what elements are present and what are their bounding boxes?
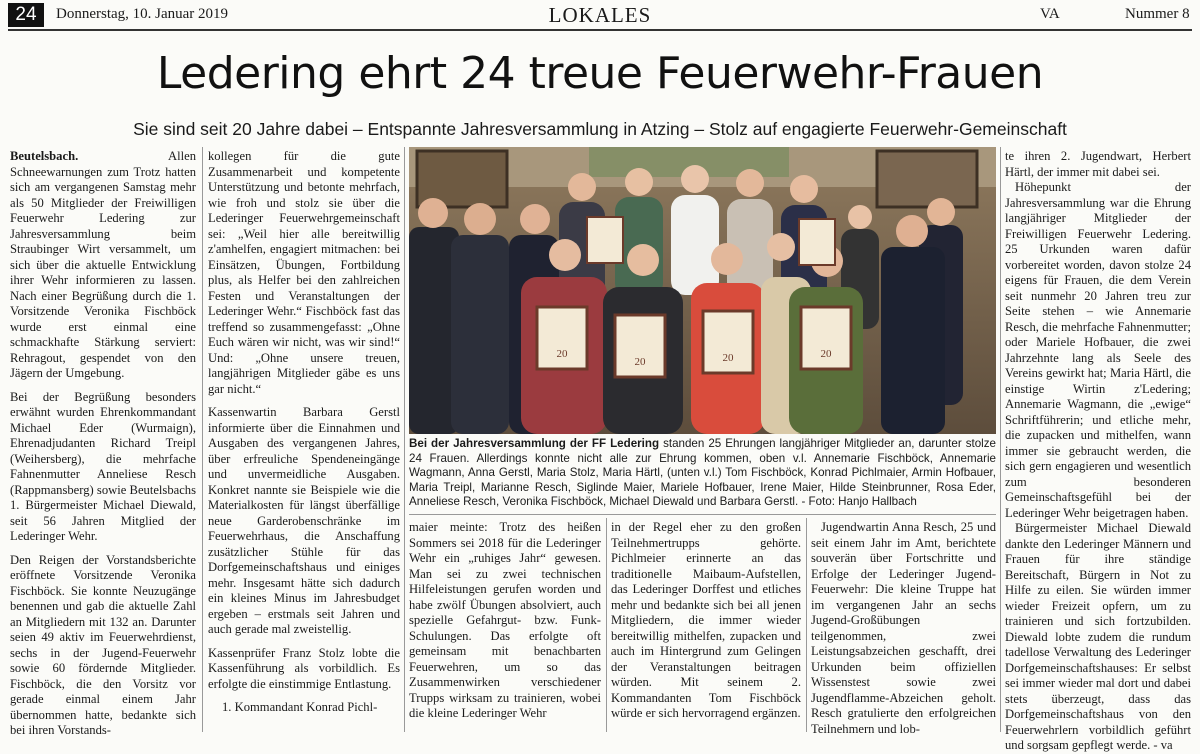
article-column-2 bbox=[208, 149, 400, 716]
paragraph: Kassenwartin Barbara Gerstl informierte über die Einnahmen und Ausgaben des vergangenen Jahres, über erfreuliche Spendeneingänge und unvermeidliche Ausgaben. Konkret nannte sie Beispiele wie die Materialkosten für längst überfällige neue Garderobenschränke im Feuerwehrhaus, die Anschaffung zusätzlicher Stühle für das Dorfgemeinschaftshaus und einiges mehr. Insgesamt hätte sich dadurch ein kleines Minus im Jahresbudget ergeben – erstmals seit Jahren und auch gerade mal zweistellig. bbox=[208, 405, 400, 636]
paragraph: Kassenprüfer Franz Stolz lobte die Kassenführung als vorbildlich. Es erfolgte die einstimmige Entlastung. bbox=[208, 645, 400, 691]
article-column-6 bbox=[1005, 149, 1191, 754]
column-divider bbox=[606, 518, 607, 732]
paragraph: in der Regel eher zu den großen Teilnehmertrupps gehörte. Pichlmeier erinnerte an das traditionelle Maibaum-Aufstellen, das Lederinger Dorffest und etliches mehr und bedankte sich bei all jenen Mitgliedern, die immer wieder bereitwillig mithelfen, zupacken und auch im Hintergrund zum Gelingen der Veranstaltungen beitragen würden. Mit seinem 2. Kommandanten Tom Fischböck würde er sich hervorragend ergänzen. bbox=[611, 520, 801, 720]
issue-number: Nummer 8 bbox=[1125, 6, 1190, 22]
group-photo bbox=[409, 147, 996, 434]
article-column-5 bbox=[811, 520, 996, 737]
issue-date: Donnerstag, 10. Januar 2019 bbox=[56, 6, 229, 22]
paragraph: maier meinte: Trotz des heißen Sommers sei 2018 für die Lederinger Wehr ein „ruhiges Jahr“ gewesen. Man sei zu zwei technischen Hilfeleistungen gerufen worden und habe zwölf Übungen absolviert, auch spezielle Gefahrgut- bzw. Funk-Schulungen. Das erfolgte oft gemeinsam mit benachbarten Feuerwehren, um so das Zusammenwirken verschiedener Trupps wirksam zu trainieren, wobei die kleine Lederinger Wehr bbox=[409, 520, 601, 720]
certificate-number: 20 bbox=[722, 352, 734, 364]
paragraph: 1. Kommandant Konrad Pichl- bbox=[222, 700, 378, 714]
column-divider bbox=[404, 147, 405, 732]
paragraph: Jugendwartin Anna Resch, 25 und seit einem Jahr im Amt, berichtete souverän über Fortschritte und Erfolge der Lederinger Jugend-Feuerwehr: Die kleine Truppe hat im vergangenen Jahr an sechs Jugend-Großübungen teilgenommen, zwei Leistungsabzeichen geschafft, drei Urkunden beim offiziellen Wissenstest sowie zwei Jugendflamme-Abzeichen geholt. Resch gratulierte den erfolgreichen Teilnehmern und lob- bbox=[811, 520, 996, 736]
article-column-3 bbox=[409, 520, 601, 722]
section-title: LOKALES bbox=[548, 3, 652, 27]
caption-lead: Bei der Jahresversammlung der FF Ledering bbox=[409, 437, 660, 450]
subheadline: Sie sind seit 20 Jahre dabei – Entspannte Jahresversammlung in Atzing – Stolz auf engagierte Feuerwehr-Gemeinschaft bbox=[133, 119, 1067, 139]
paragraph: te ihren 2. Jugendwart, Herbert Härtl, der immer mit dabei sei. bbox=[1005, 149, 1191, 179]
header-rule bbox=[8, 29, 1192, 31]
caption-text: standen 25 Ehrungen langjähriger Mitglieder an, darunter stolze 24 Frauen. Allerdings konnte nicht alle zur Ehrung kommen, oben v.l. Annemarie Fischböck, Annemarie Wagmann, Anna Gerstl, Maria Stolz, Maria Härtl, (unten v.l.) Tom Fischböck, Konrad Pichlmaier, Armin Hofbauer, Maria Treipl, Marianne Resch, Siglinde Maier, Mariele Hofbauer, Irene Maier, Hilde Steinbrunner, Rosa Eder, Anneliese Resch, Veronika Fischböck, Michael Diewald und Barbara Gerstl. bbox=[409, 437, 996, 509]
paragraph: Den Reigen der Vorstandsberichte eröffnete Vorsitzende Veronika Fischböck. Sie konnte Neuzugänge benennen und gab die aktuelle Zahl an Mitgliedern mit 132 an. Darunter seien 49 aktiv im Feuerwehrdienst, sechs in der Jugend-Feuerwehr sowie 60 fördernde Mitglieder. Fischböck, die den Vorsitz vor gerade einmal einem Jahr übernommen hatte, bedankte sich bei ihren Vorstands- bbox=[10, 552, 196, 737]
page-number: 24 bbox=[8, 3, 44, 27]
column-divider bbox=[1000, 147, 1001, 732]
photo-caption bbox=[409, 437, 996, 510]
paragraph-text: Allen Schneewarnungen zum Trotz hatten sich am vergangenen Samstag mehr als 50 Mitglieder der Freiwilligen Feuerwehr Ledering zur Jahresversammlung beim Straubinger Wirt versammelt, um sich über die aktuelle Entwicklung ihrer Wehr informieren zu lassen. Nach einer Begrüßung durch die 1. Vorsitzende Veronika Fischböck wurde erst einmal eine schmackhafte Stärkung serviert: Rehragout, gespendet von den Jägern der Umgebung. bbox=[10, 149, 196, 380]
article-column-1 bbox=[10, 149, 196, 739]
column-divider bbox=[806, 518, 807, 732]
paragraph: Höhepunkt der Jahresversammlung war die Ehrung langjähriger Mitglieder der Freiwilligen Feuerwehr Ledering. 25 Urkunden waren dafür vorbereitet worden, davon stolze 24 eigens für Frauen, die dem Verein seit nunmehr 20 Jahren treu zur Seite stehen – wie Annemarie Resch, die mehrfache Fahnenmutter; oder Mariele Hofbauer, die zwei Jahrzehnte lang als Seele des Vereins gewirkt hat; Maria Härtl, die einstige Wirtin z'Ledering; Annemarie Wagmann, die „ewige“ Schriftführerin; und etliche mehr, die zupacken und mithelfen, wann immer sie gebraucht werden, die sich gern engagieren und wesentlich zum besonderen Gemeinschaftsgefühl bei der Lederinger Wehr beigetragen haben. bbox=[1005, 180, 1191, 520]
dateline: Beutelsbach. bbox=[10, 149, 79, 163]
photo-credit: - Foto: Hanjo Hallbach bbox=[798, 495, 917, 509]
certificate-number: 20 bbox=[556, 348, 568, 360]
caption-rule bbox=[409, 514, 996, 515]
headline: Ledering ehrt 24 treue Feuerwehr-Frauen bbox=[156, 48, 1044, 99]
certificate-number: 20 bbox=[634, 356, 646, 368]
certificate-number: 20 bbox=[820, 348, 832, 360]
page-header bbox=[0, 0, 1200, 28]
column-divider bbox=[202, 147, 203, 732]
paragraph: Bürgermeister Michael Diewald dankte den Lederinger Männern und Frauen für ihre ständige Bereitschaft, Bürgern in Not zu Hilfe zu eilen. Sie würden immer wieder Freizeit opfern, um zu trainieren und sich fortzubilden. Diewald lobte zudem die rundum tadellose Verwaltung des Lederinger Dorfgemeinschaftshauses: Er selbst sei immer wieder mal dort und dabei stets überzeugt, dass das Dorfgemeinschaftshaus von den Feuerwehrlern vorbildlich geführt und sorgsam gepflegt werde. - va bbox=[1005, 521, 1191, 752]
group-photo-illustration bbox=[409, 147, 996, 434]
edition-code: VA bbox=[1040, 6, 1060, 22]
paragraph: Bei der Begrüßung besonders erwähnt wurden Ehrenkommandant Michael Eder (Wurmaign), Ehrenadjudanten Richard Treipl (Weihersberg), die mehrfache Fahnenmutter Anneliese Resch (Rappmansberg) sowie Beutelsbachs 1. Bürgermeister Michael Diewald, seit 56 Jahren Mitglied der Lederinger Wehr. bbox=[10, 389, 196, 543]
paragraph: kollegen für die gute Zusammenarbeit und kompetente Unterstützung und betonte mehrfach, wie froh und stolz sie über die Lederinger Feuerwehrgemeinschaft sei: „Weil hier alle bereitwillig z'amhelfen, engagiert mitmachen: bei Einsätzen, Übungen, Fortbildung plus, als Helfer bei den zahlreichen Festen und Veranstaltungen der Lederinger Wehr.“ Fischböck fast das treffend so zusammengefasst: „Ohne Euch wären wir nicht, was wir sind!“ Und: „Ohne unsere treuen, langjährigen Mitglieder gäbe es uns gar nicht.“ bbox=[208, 149, 400, 396]
article-column-4 bbox=[611, 520, 801, 722]
paragraph bbox=[10, 149, 196, 382]
